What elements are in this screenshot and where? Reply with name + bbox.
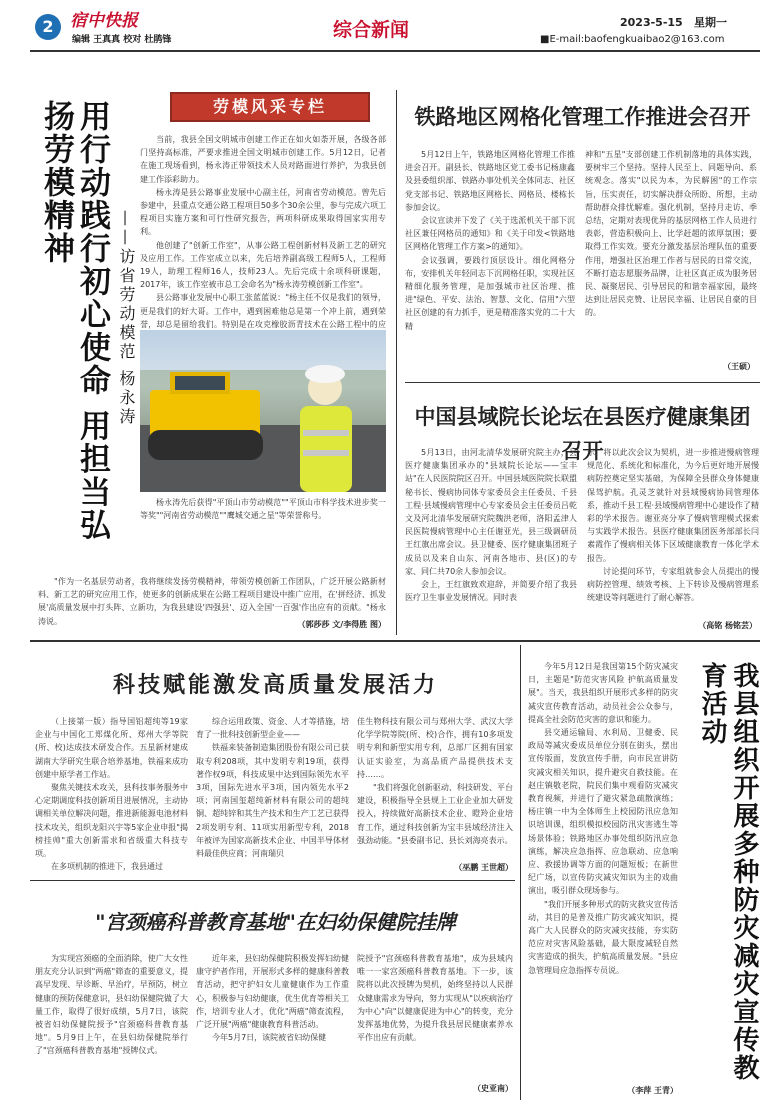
feature-subtitle: ——访省劳动模范 杨永涛 (117, 210, 136, 428)
tech-para-1: （上接第一版）指导国铝超纯等19家企业与中国化工郑煤化所、郑州大学等院(所、校)达成技术研发合作。五星新材建成湖南大学研究生联合培养基地，铁福来成功创建中原学者工作站。 (35, 717, 188, 779)
disaster-para-1: 今年5月12日是我国第15个防灾减灾日，主题是"防范灾害风险 护航高质量发展"。当天，我县组织开展形式多样的防灾减灾宣传教育活动，动员社会公众参与，提高全社会防范灾害的意识和能力。 (528, 662, 678, 724)
medical-title: 中国县域院长论坛在县医疗健康集团召开 (414, 404, 751, 463)
disaster-body (528, 660, 678, 1082)
disaster-credit: （李萍 王青） (627, 1086, 678, 1095)
feature-para-2: 杨永涛是县公路事业发展中心副主任，河南省劳动模范。曾先后参建中，县重点交通公路工程项目50多个30余公里，参与完成六项工程项目实施方案和可行性研究报告，两项科研成果取得国家实用专利。 (140, 187, 386, 237)
railway-rule (405, 382, 760, 383)
medical-para-1: 5月13日，由河北清华发展研究院主办，县医疗健康集团承办的"县域院长论坛——宝丰站"在人民医院院区召开。中国县域医院院长联盟秘书长、慢病协同体专家委员会主任委员、千县工程·县域慢病管理中心专家委员会主任委员吕乾文及河北清华发展研究院魏洪老师，洛阳孟津人民医院慢病管理中心主任谢亚光，县三级调研员王红旗出席会议。县卫健委、医疗健康集团班子成员以及来自山东、河南各地市、县(区)的专家、同仁共70余人参加会议。 (405, 448, 577, 576)
tech-para-7: "我们将强化创新驱动、科技研发、平台建设，积极指导全县规上工业企业加大研发投入，持续做好高新技术企业、瞪羚企业培育工作，通过科技创新为宝丰县域经济注入强劲动能。"县委副书记、县长刘海亮表示。 (357, 783, 513, 845)
railway-col-2 (585, 148, 757, 363)
tech-title: 科技赋能激发高质量发展活力 (112, 672, 438, 698)
feature-photo (140, 330, 386, 492)
feature-body-bottom (140, 496, 386, 564)
medical-para-2: 会上，王红旗致欢迎辞，并简要介绍了我县医疗卫生事业发展情况。同时表 (405, 580, 577, 603)
feature-para-1: 当前，我县全国文明城市创建工作正在如火如荼开展，各级各部门坚持高标准，严要求推进全国文明城市创建工作。5月12日，记者在施工现场看到，杨永涛正带领技术人员对路面进行养护，为我县创建工作添彩助力。 (140, 135, 386, 184)
tech-para-2: 聚焦关键技术攻关，县科技事务服务中心定期调度科技创新项目进展情况，主动协调相关单位解决问题，推进新能源电池材料技术攻关，组织龙阳兴宇等5家企业申报"揭榜挂帅"重大创新需求和省级重大科技专项。 (35, 783, 188, 859)
tech-para-3: 在多项机制的推进下，我县通过 (51, 862, 163, 872)
medical-para-4: 讨论提问环节，专家组就参会人员提出的慢病防控管理、绩效考核、上下转诊及慢病管理系统建设等问题进行了耐心解答。 (587, 566, 759, 603)
disaster-para-3: "我们开展多种形式的防灾救灾宣传活动，其目的是普及推广防灾减灾知识，提高广大人民群众的防灾减灾技能，夯实防范应对灾害风险基础，最大限度减轻自然灾害造成的损失，护航高质量发展。"县应急管理局应急指挥专员说。 (528, 899, 678, 975)
page-header (0, 0, 772, 70)
cancer-para-2: 近年来，县妇幼保健院积极发挥妇幼健康守护者作用，开展形式多样的健康科普教育活动，把守护妇女儿童健康作为工作重心，积极参与妇幼健康，优生优育等相关工作，培训专业人才，优化"两癌"筛查流程，广泛开展"两癌"健康教育科普活动。 (196, 954, 349, 1030)
header-rule (30, 50, 760, 52)
railway-para-3: 会议强调，要践行顶层设计。细化网格分布，安排机关年轻同志下沉网格任职，实现社区精细化服务管理，是加强城市社区治理、推进"绿色、平安、法治、智慧、文化、信用"六型社区创建的有力抓手，更是精准落实党的二十大精 (405, 255, 575, 331)
cancer-col-1 (35, 952, 188, 1097)
railway-title: 铁路地区网格化管理工作推进会召开 (414, 104, 751, 129)
railway-para-2: 会议宣读并下发了《关于选派机关干部下沉社区兼任网格员的通知》和《关于印发<铁路地区网格化管理工作方案>的通知》。 (405, 216, 575, 252)
medical-col-1 (405, 446, 577, 632)
cancer-col-2 (196, 952, 349, 1097)
cancer-title: "宫颈癌科普教育基地"在妇幼保健院挂牌 (95, 910, 456, 934)
date: 2023-5-15 (620, 16, 683, 29)
tech-rule (30, 880, 515, 881)
cancer-para-1: 为实现宫颈癌的全面消除，使广大女性朋友充分认识到"两癌"筛查的重要意义，提高早发现、早诊断、早治疗，早预防，树立健康的预防保健意识，县妇幼保健院做了大量工作，取得了很好成绩，5月7日，该院被省妇幼保健院授予"宫颈癌科普教育基地"。5月9日上午，在县妇幼保健院举行了"宫颈癌科普教育基地"授牌仪式。 (35, 954, 188, 1056)
banner-text: 劳模风采专栏 (212, 97, 327, 116)
feature-banner (170, 92, 370, 122)
disaster-para-2: 县交通运输局、水利局、卫健委、民政局等减灾委成员单位分别在街头，摆出宣传版面，发放宣传手册，向市民宣讲防灾减灾相关知识，提升避灾自救技能。在赵庄镇敬老院，院民们集中观看防灾减灾教育视频，并进行了避灾紧急疏散演练；杨庄镇一中为全体师生上校园防汛应急知识培训课，组织模拟校园防汛灾害逃生等场景体验；铁路地区办事处组织防汛应急演练，解决应急指挥、应急联动、应急响应、救援协调等方面的问题短板；在新世纪广场，以宣传防灾减灾知识为主的戏曲演出，吸引群众现场参与。 (528, 728, 678, 896)
tech-para-5: 铁福来装备制造集团股份有限公司已获取专利208项，其中发明专利19项，获得著作权9项，科技成果中达到国际领先水平3项，国际先进水平3项，国内领先水平2项；河南国玺超纯新材料有限公司的超纯铜、超纯锌和其生产技术和生产工艺已获得2项发明专利、11项实用新型专利，2018年被评为国家高新技术企业、中国半导体材料最佳供应商；河南瑞贝 (196, 743, 349, 859)
tech-para-4: 综合运用政策、资金、人才等措施，培育了一批科技创新型企业—— (196, 717, 349, 740)
cancer-credit: （史亚南） (473, 1084, 513, 1093)
cancer-para-4: 院授予"宫颈癌科普教育基地"，成为县域内唯一一家宫颈癌科普教育基地。下一步，该院将以此次授牌为契机，始终坚持以人民群众健康需求为导向，努力实现从"以疾病治疗为中心"向"以健康促进为中心"的转变，充分发挥基地优势，为提升我县居民健康素养水平作出应有贡献。 (357, 954, 513, 1043)
staff-line: 编辑 王真真 校对 杜鹃锋 (72, 35, 172, 45)
tech-col-3 (357, 715, 513, 860)
medical-para-3: 示，将以此次会议为契机，进一步推进慢病管理规范化、系统化和标准化，为今后更好地开展慢病防控奠定坚实基础，为保障全县群众身体健康保驾护航。孔灵芝就针对县域慢病协同管理体系，推动千县工程·县域慢病管理中心建设作了精彩的学术报告。谢亚亮分享了慢病管理模式探索与实践学术报告。县医疗健康集团医务部部长闫素霞作了慢病相关体下区域健康教育一体化学术报告。 (587, 448, 759, 563)
medical-credit: （高铭 杨铭芸） (698, 621, 757, 630)
railway-para-1: 5月12日上午，铁路地区网格化管理工作推进会召开。副县长、铁路地区党工委书记杨康鑫及县委组织部、铁路办事处机关全体同志、社区党支部书记、铁路地区网格长、网格员、楼栋长参加会议。 (405, 150, 575, 212)
feature-para-3: 他创建了"创新工作室"，从事公路工程创新材料及新工艺的研究及应用工作。工作室成立以来，先后培养副高级工程师5人，工程师19人，助理工程师16人，技师23人。先后完成十余项科研课题，2017年，该工作室被市总工会命名为"杨永涛劳模创新工作室"。 (140, 240, 386, 290)
railway-col-1 (405, 148, 575, 373)
section-title: 综合新闻 (333, 19, 410, 41)
weekday: 星期一 (694, 16, 727, 29)
tech-col-1 (35, 715, 188, 875)
railway-para-4: 神和"五星"支部创建工作机制落地的具体实践，要树牢三个坚持。坚持人民至上、同题导向、系统观念。落实"以民为本，为民解困"的工作宗旨，压实责任，切实解决群众所盼、所想，主动帮助群众排忧解难。强化机制，坚持月走访、季总结，定期对表现优异的基层网格工作人员进行表彰，营造积极向上、比学赶超的浓厚氛围；要取得工作实效。要充分激发基层治理队伍的重要作用，增强社区治理工作者与居民的日常交流，不断打造志愿服务品牌，让社区真正成为服务居民、凝聚居民、引导居民的和谐幸福家园，最终达到让居民克赞、让居民幸福、让居民自豪的目的。 (585, 150, 757, 318)
tech-col-2 (196, 715, 349, 875)
col-divider-2 (520, 645, 521, 1100)
tech-credit: （巫鹏 王世超） (454, 863, 513, 872)
railway-credit: （王硕） (723, 362, 755, 371)
feature-credit: （郭莎莎 文/李得胜 图） (297, 620, 386, 629)
feature-para-5: 杨永涛先后获得"平顶山市劳动模范""平顶山市科学技术进步奖一等奖""河南省劳动模范""鹰城交通之星"等荣誉称号。 (140, 498, 386, 521)
feature-para-4: 县公路事业发展中心职工张蓝蓝说："杨主任不仅是我们的领导，更是我们的好大哥。工作中，遇到困难他总是第一个冲上前，遇到荣誉，却总是留给我们。特别是在攻克橡胶沥青技术在公路工程中的应 (140, 293, 386, 329)
feature-body-top (140, 133, 386, 329)
page-number-badge: 2 (35, 14, 61, 40)
col-divider-1 (396, 90, 397, 635)
medical-col-2 (587, 446, 759, 622)
paper-name: 宿中快报 (70, 11, 138, 31)
disaster-title: 我县组织开展多种防灾减灾宣传教育活动 (697, 662, 759, 1082)
feature-title: 用行动践行初心使命 用担当弘扬劳模精神 (38, 100, 110, 542)
mid-rule (30, 640, 760, 642)
email: ■E-mail:baofengkuaibao2@163.com (540, 34, 725, 45)
cancer-para-3: 今年5月7日，该院被省妇幼保健 (212, 1033, 327, 1043)
tech-para-6: 佳生物科技有限公司与郑州大学、武汉大学化学学院等院(所、校)合作，拥有10多项发明专利和新型实用专利，总部厂区拥有国家认证实验室，为高品质产品提供技术支持……。 (357, 717, 513, 779)
feature-para-6: "作为一名基层劳动者，我将继续发扬劳模精神，带领劳模创新工作团队，广泛开展公路新材料、新工艺的研究应用工作，使更多的创新成果在公路工程项目建设中推广应用，在'拼经济、抓发展'高质量发展中打头阵、立新功，为我县建设'四强县'、迈入全国'一百强'作出应有的贡献。"杨永涛说。 (38, 577, 386, 626)
cancer-col-3 (357, 952, 513, 1077)
road-roller-photo (140, 330, 386, 492)
